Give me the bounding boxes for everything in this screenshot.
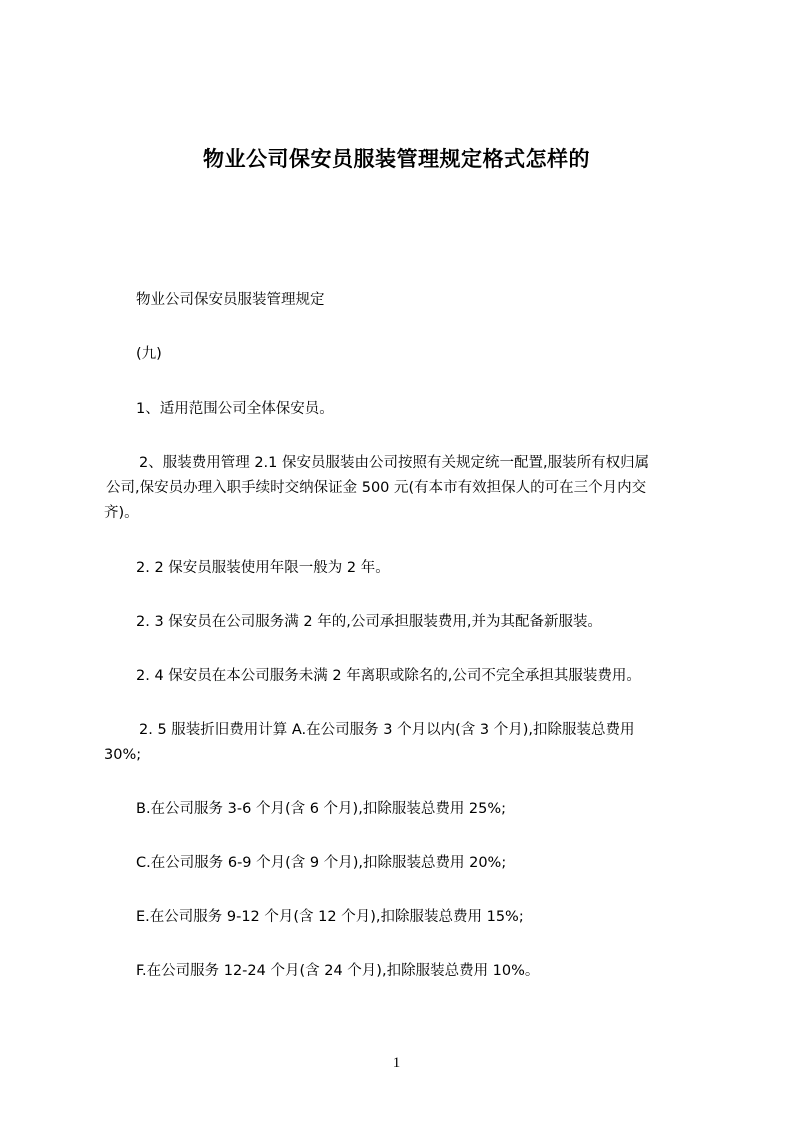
section-heading: 物业公司保安员服装管理规定 [136,292,325,308]
paragraph-fee-management-line2: 公司,保安员办理入职手续时交纳保证金 500 元(有本市有效担保人的可在三个月内交 [106,480,647,496]
paragraph-2-5: 2. 5 服装折旧费用计算 A.在公司服务 3 个月以内(含 3 个月),扣除服装总费用 [139,722,635,738]
paragraph-fee-management: 2、服装费用管理 2.1 保安员服装由公司按照有关规定统一配置,服装所有权归属 [139,455,650,471]
paragraph-scope: 1、适用范围公司全体保安员。 [136,401,334,417]
list-item-c: C.在公司服务 6-9 个月(含 9 个月),扣除服装总费用 20%; [136,855,507,871]
list-item-b: B.在公司服务 3-6 个月(含 6 个月),扣除服装总费用 25%; [136,801,507,817]
paragraph-2-5-line2: 30%; [104,747,142,763]
list-item-f: F.在公司服务 12-24 个月(含 24 个月),扣除服装总费用 10%。 [136,963,540,979]
paragraph-fee-management-line3: 齐)。 [104,505,139,521]
paragraph-2-4: 2. 4 保安员在本公司服务未满 2 年离职或除名的,公司不完全承担其服装费用。 [136,668,641,684]
document-title: 物业公司保安员服装管理规定格式怎样的 [203,147,590,171]
paragraph-2-2: 2. 2 保安员服装使用年限一般为 2 年。 [136,560,390,576]
section-number: (九) [136,346,162,362]
page-number: 1 [392,1055,401,1071]
list-item-e: E.在公司服务 9-12 个月(含 12 个月),扣除服装总费用 15%; [136,909,524,925]
paragraph-2-3: 2. 3 保安员在公司服务满 2 年的,公司承担服装费用,并为其配备新服装。 [136,614,602,630]
